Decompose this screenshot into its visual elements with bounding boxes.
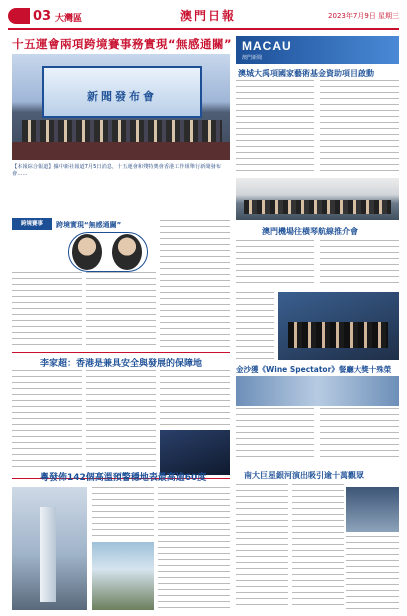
profile-photo-2 <box>112 234 142 270</box>
bottom-story-title: 粵發佈142個高溫預警穩地表最高逾60度 <box>40 473 207 483</box>
section-badge <box>8 8 30 24</box>
body-text-col-1 <box>12 272 82 347</box>
macau-story2-photo <box>278 292 399 360</box>
canton-tower <box>40 507 56 602</box>
macau-story1-text-b <box>320 80 399 175</box>
header-rule <box>8 28 399 30</box>
macau-subtitle: 澳門新聞 <box>242 55 263 61</box>
li-text-col-1 <box>12 370 82 470</box>
press-screen-text: 新聞發布會 <box>87 90 157 103</box>
macau-story3-title: 金沙獲《Wine Spectator》餐廳大獎十殊榮 <box>236 365 392 374</box>
macau-story2-text-a <box>236 240 314 288</box>
li-text-col-2 <box>86 370 156 470</box>
macau-story2-title: 澳門機場往橫琴航線推介會 <box>262 227 358 236</box>
macau-story3-text-b <box>320 408 399 462</box>
profile-photo-1 <box>72 234 102 270</box>
body-text-col-2 <box>86 272 156 347</box>
photo-people <box>22 120 222 142</box>
macau-story1-photo <box>236 178 399 220</box>
main-photo-caption: 【本報綜合報道】據中新社報道7月5日消息，十五運會和殘特奧會香港工作組舉行新聞發布會…… <box>12 164 221 177</box>
macau-story2-text-b <box>320 240 399 288</box>
macau-story4-text-a <box>236 484 288 610</box>
page-header <box>0 0 407 30</box>
main-headline: 十五運會兩項跨境賽事務實現“無感通關” <box>12 37 233 51</box>
macau-story2-text-c <box>236 292 274 360</box>
main-photo <box>12 54 230 160</box>
canton-tower-photo <box>12 487 87 610</box>
macau-story3-photo <box>236 376 399 406</box>
macau-story1-text-a <box>236 80 314 175</box>
subhead-title: 跨境實現“無感通關” <box>56 221 122 229</box>
masthead: 澳門日報 <box>180 9 237 23</box>
bottom-text-col-2 <box>158 487 230 610</box>
macau-story4-title: 南大巨星銀河演出吸引逾十萬觀眾 <box>244 471 364 480</box>
macau-story4-text-b <box>292 484 344 610</box>
heat-photo <box>92 542 154 610</box>
section-name: 大灣區 <box>55 14 83 24</box>
issue-date: 2023年7月9日 星期三 <box>328 12 399 20</box>
bottom-text-col-1 <box>92 487 154 539</box>
macau-story1-title: 澳城大禹項國家藝術基金資助項目啟動 <box>238 69 374 78</box>
li-story-title: 李家超：香港是兼具安全與發展的保障地 <box>40 359 203 369</box>
photo-floor <box>12 142 230 160</box>
macau-story3-text-a <box>236 408 314 462</box>
subhead-label: 跨境賽事 <box>12 218 52 230</box>
li-text-col-3 <box>160 370 230 426</box>
divider-li <box>12 352 230 353</box>
press-screen <box>42 66 202 118</box>
macau-title: MACAU <box>242 39 292 53</box>
section-number: 03 <box>33 9 52 24</box>
macau-story4-text-c <box>346 536 399 610</box>
li-story-photo <box>160 430 230 475</box>
macau-story4-photo <box>346 487 399 532</box>
body-text-col-3 <box>160 220 230 347</box>
